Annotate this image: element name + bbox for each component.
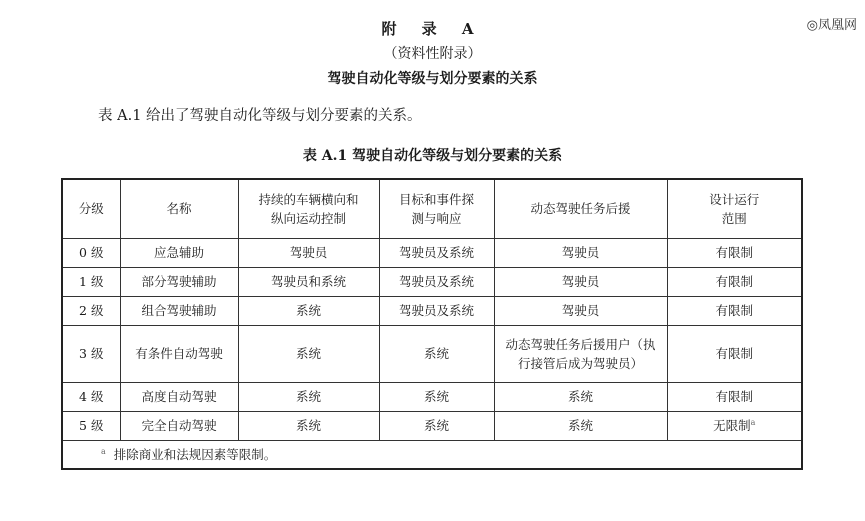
cell-odd: 有限制 [667, 326, 802, 383]
footnote-mark: a [101, 446, 106, 456]
automation-levels-table [61, 178, 803, 470]
cell-odd-text: 无限制 [713, 418, 751, 434]
cell-control: 系统 [238, 297, 379, 326]
cell-level: 2 级 [62, 297, 120, 326]
cell-level: 5 级 [62, 412, 120, 441]
cell-control: 系统 [238, 412, 379, 441]
table-row [62, 297, 802, 326]
appendix-heading: 驾驶自动化等级与划分要素的关系 [327, 71, 538, 87]
cell-odd: 有限制 [667, 239, 802, 268]
cell-name: 部分驾驶辅助 [120, 268, 238, 297]
cell-detect: 驾驶员及系统 [379, 239, 494, 268]
cell-fallback: 驾驶员 [494, 268, 667, 297]
cell-odd: 有限制 [667, 297, 802, 326]
cell-odd [667, 412, 802, 441]
header-fallback: 动态驾驶任务后援 [494, 179, 667, 239]
cell-level: 4 级 [62, 383, 120, 412]
header-control-text: 持续的车辆横向和纵向运动控制 [258, 191, 359, 226]
header-name: 名称 [120, 179, 238, 239]
appendix-title: 附 录 A [381, 20, 484, 38]
header-odd-text: 设计运行范围 [709, 191, 760, 226]
header-level: 分级 [62, 179, 120, 239]
table-row [62, 268, 802, 297]
cell-odd: 有限制 [667, 268, 802, 297]
cell-level: 3 级 [62, 326, 120, 383]
footnote-marker: a [750, 418, 756, 428]
table-row [62, 412, 802, 441]
table-row [62, 326, 802, 383]
cell-fallback: 驾驶员 [494, 297, 667, 326]
cell-detect: 驾驶员及系统 [379, 297, 494, 326]
table-row [62, 239, 802, 268]
cell-fallback: 驾驶员 [494, 239, 667, 268]
table-footnote [62, 441, 802, 470]
cell-control: 驾驶员 [238, 239, 379, 268]
header-control [238, 179, 379, 239]
cell-name: 高度自动驾驶 [120, 383, 238, 412]
cell-name: 完全自动驾驶 [120, 412, 238, 441]
appendix-subtitle: （资料性附录） [383, 46, 482, 62]
cell-level: 1 级 [62, 268, 120, 297]
cell-name: 组合驾驶辅助 [120, 297, 238, 326]
cell-odd: 有限制 [667, 383, 802, 412]
table-caption: 表 A.1 驾驶自动化等级与划分要素的关系 [302, 148, 563, 164]
table-header-row [62, 179, 802, 239]
cell-control: 系统 [238, 383, 379, 412]
cell-fallback: 系统 [494, 412, 667, 441]
cell-detect: 驾驶员及系统 [379, 268, 494, 297]
cell-fallback [494, 326, 667, 383]
cell-control: 系统 [238, 326, 379, 383]
cell-name: 应急辅助 [120, 239, 238, 268]
footnote-text: 排除商业和法规因素等限制。 [113, 446, 277, 462]
header-detect-text: 目标和事件探测与响应 [398, 191, 474, 226]
cell-control: 驾驶员和系统 [238, 268, 379, 297]
header-detect [379, 179, 494, 239]
intro-paragraph: 表 A.1 给出了驾驶自动化等级与划分要素的关系。 [98, 108, 422, 124]
watermark-logo: ◎凤凰网 [806, 18, 857, 33]
cell-name: 有条件自动驾驶 [120, 326, 238, 383]
cell-detect: 系统 [379, 412, 494, 441]
cell-fallback: 系统 [494, 383, 667, 412]
header-odd [667, 179, 802, 239]
footnote-row [62, 441, 802, 470]
cell-level: 0 级 [62, 239, 120, 268]
table-row [62, 383, 802, 412]
cell-detect: 系统 [379, 326, 494, 383]
cell-fallback-text: 动态驾驶任务后援用户（执行接管后成为驾驶员） [505, 336, 656, 371]
cell-detect: 系统 [379, 383, 494, 412]
